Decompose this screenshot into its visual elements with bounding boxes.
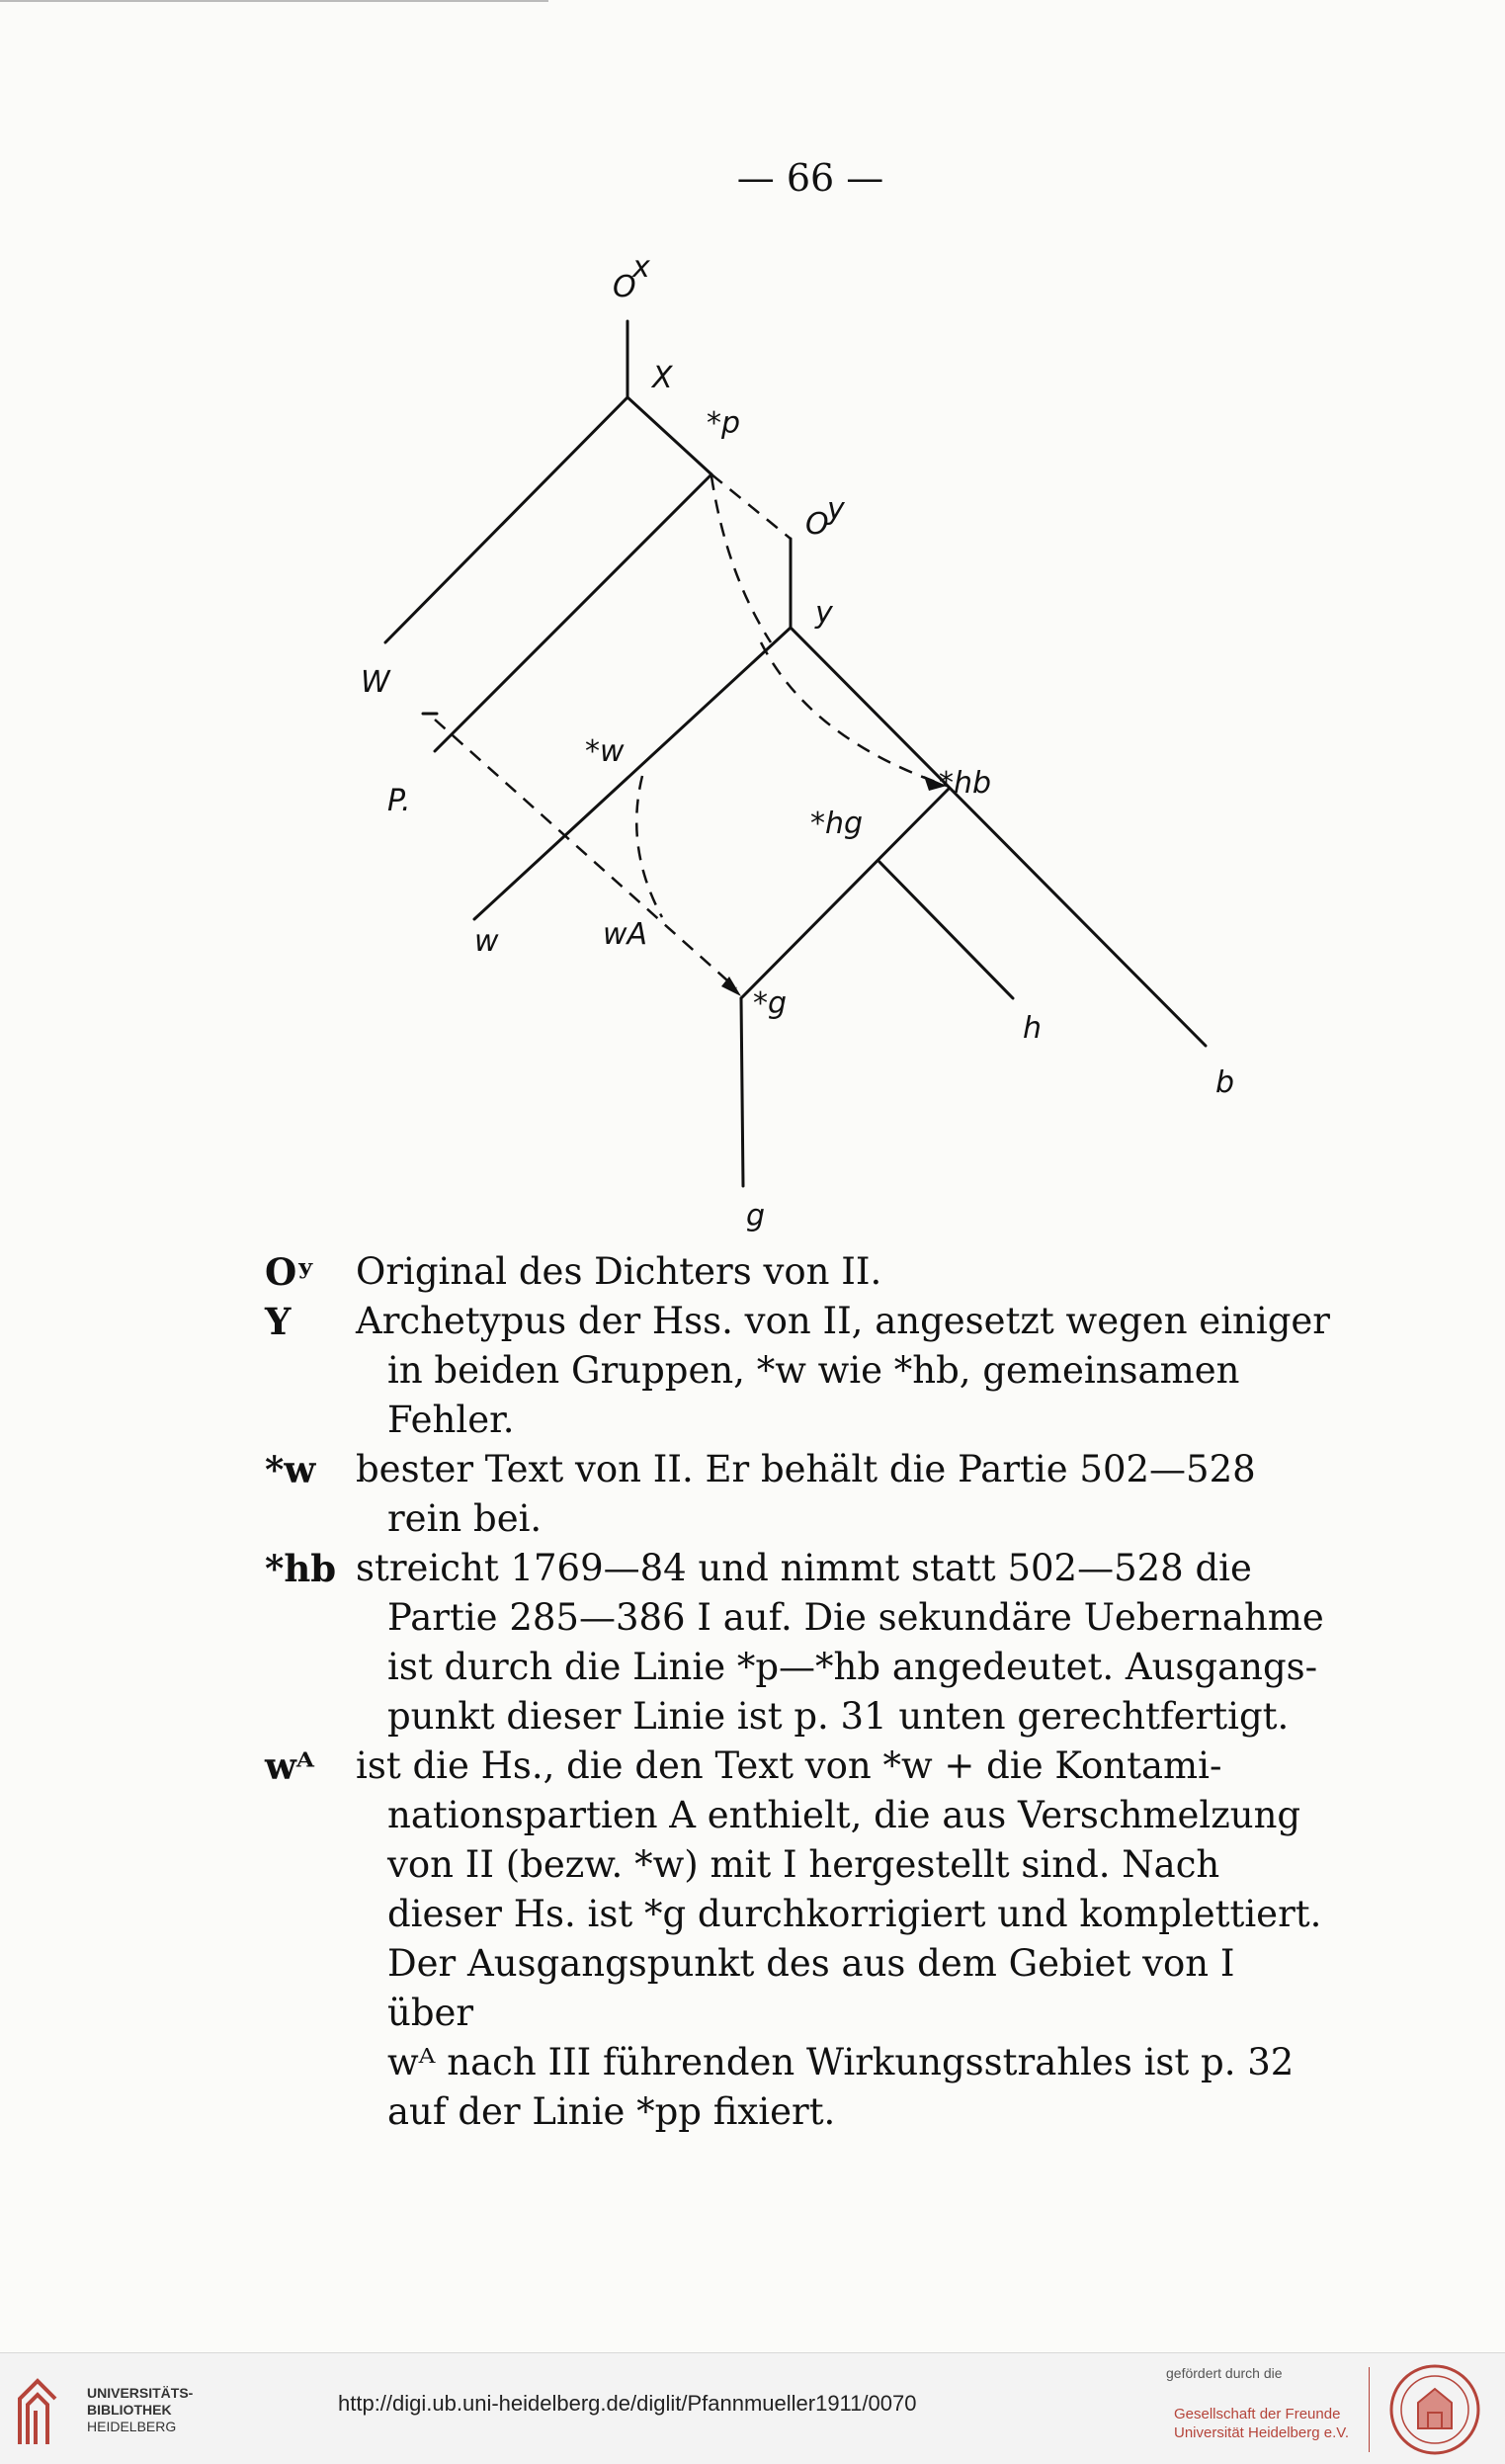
legend-line: Partie 285—386 I auf. Die sekundäre Uebernahme xyxy=(387,1596,1324,1639)
dashed-line xyxy=(636,776,662,917)
legend-symbol: *w xyxy=(265,1448,316,1491)
stemma-line xyxy=(474,628,791,919)
sponsor-line: Gesellschaft der Freunde xyxy=(1174,2406,1341,2422)
legend-line: nationspartien A enthielt, die aus Verschmelzung xyxy=(387,1794,1301,1836)
label-x: X xyxy=(652,361,673,395)
legend-entry-y xyxy=(265,1297,1332,1445)
legend-symbol: Oʸ xyxy=(265,1250,315,1294)
label-p: *p xyxy=(707,406,741,441)
stemma-line xyxy=(385,397,627,642)
library-name-line: UNIVERSITÄTS- xyxy=(87,2385,194,2401)
library-name-line: HEIDELBERG xyxy=(87,2419,177,2434)
library-name xyxy=(87,2385,193,2435)
university-library-logo-icon xyxy=(14,2375,61,2446)
legend-line: Archetypus der Hss. von II, angesetzt wegen einiger xyxy=(356,1300,1330,1342)
label-g-star: *g xyxy=(753,986,788,1021)
legend-entry-hb xyxy=(265,1544,1332,1742)
legend-entry-wa xyxy=(265,1742,1332,2137)
label-b: b xyxy=(1215,1065,1235,1100)
stemma-line xyxy=(435,474,711,751)
legend-line: Der Ausgangspunkt des aus dem Gebiet von I über xyxy=(387,1942,1235,2034)
dashed-line xyxy=(761,642,947,786)
label-W: W xyxy=(361,665,390,700)
scan-edge-line xyxy=(0,0,548,2)
label-y: y xyxy=(815,596,833,631)
legend-line: bester Text von II. Er behält die Partie 502—528 xyxy=(356,1448,1256,1490)
university-seal-icon xyxy=(1388,2363,1481,2456)
label-g: g xyxy=(746,1199,766,1233)
legend-entry-oy xyxy=(265,1247,1332,1297)
stemma-line xyxy=(879,862,1013,998)
label-hb: *hb xyxy=(939,766,992,801)
legend-line: Original des Dichters von II. xyxy=(356,1250,882,1293)
stemma-line xyxy=(741,998,743,1186)
legend-line: rein bei. xyxy=(387,1497,543,1540)
legend-entry-w xyxy=(265,1445,1332,1544)
label-ox-sup: x xyxy=(632,250,650,285)
legend-line: punkt dieser Linie ist p. 31 unten gerechtfertigt. xyxy=(387,1695,1290,1738)
label-ox: O xyxy=(613,270,636,304)
legend-symbol: Y xyxy=(265,1300,292,1343)
legend-line: auf der Linie *pp fixiert. xyxy=(387,2090,836,2133)
library-name-line: BIBLIOTHEK xyxy=(87,2402,172,2418)
label-hg: *hg xyxy=(810,807,864,841)
label-oy: O xyxy=(805,507,829,542)
legend-line: dieser Hs. ist *g durchkorrigiert und komplettiert. xyxy=(387,1893,1322,1935)
permalink-url[interactable]: http://digi.ub.uni-heidelberg.de/diglit/Pfannmueller1911/0070 xyxy=(338,2391,917,2416)
viewer-footer xyxy=(0,2352,1505,2464)
label-oy-sup: y xyxy=(827,492,845,527)
legend-line: von II (bezw. *w) mit I hergestellt sind. Nach xyxy=(387,1843,1220,1886)
legend-line: ist die Hs., die den Text von *w + die Kontami- xyxy=(356,1744,1222,1787)
stemma-line xyxy=(627,397,711,474)
label-w-star: *w xyxy=(585,734,625,769)
legend-line: streicht 1769—84 und nimmt statt 502—528 die xyxy=(356,1547,1252,1589)
label-P: P. xyxy=(387,784,411,818)
label-h: h xyxy=(1023,1011,1043,1046)
label-w: w xyxy=(474,924,499,959)
legend-line: in beiden Gruppen, *w wie *hb, gemeinsamen Fehler. xyxy=(387,1349,1240,1441)
sponsor-name xyxy=(1174,2405,1349,2442)
label-wA: wA xyxy=(603,917,648,952)
dashed-line xyxy=(711,476,771,642)
legend-symbol: wᴬ xyxy=(265,1744,314,1788)
page-number: — 66 — xyxy=(736,156,884,200)
legend xyxy=(265,1247,1332,2137)
legend-line: wᴬ nach III führenden Wirkungsstrahles ist p. 32 xyxy=(387,2041,1295,2083)
stemma-diagram xyxy=(326,247,1314,1255)
sponsor-line: Universität Heidelberg e.V. xyxy=(1174,2424,1350,2441)
legend-symbol: *hb xyxy=(265,1547,337,1590)
divider xyxy=(1369,2367,1370,2452)
legend-line: ist durch die Linie *p—*hb angedeutet. Ausgangs- xyxy=(387,1646,1318,1688)
sponsor-intro: gefördert durch die xyxy=(1166,2365,1283,2381)
arrowhead xyxy=(721,977,741,996)
